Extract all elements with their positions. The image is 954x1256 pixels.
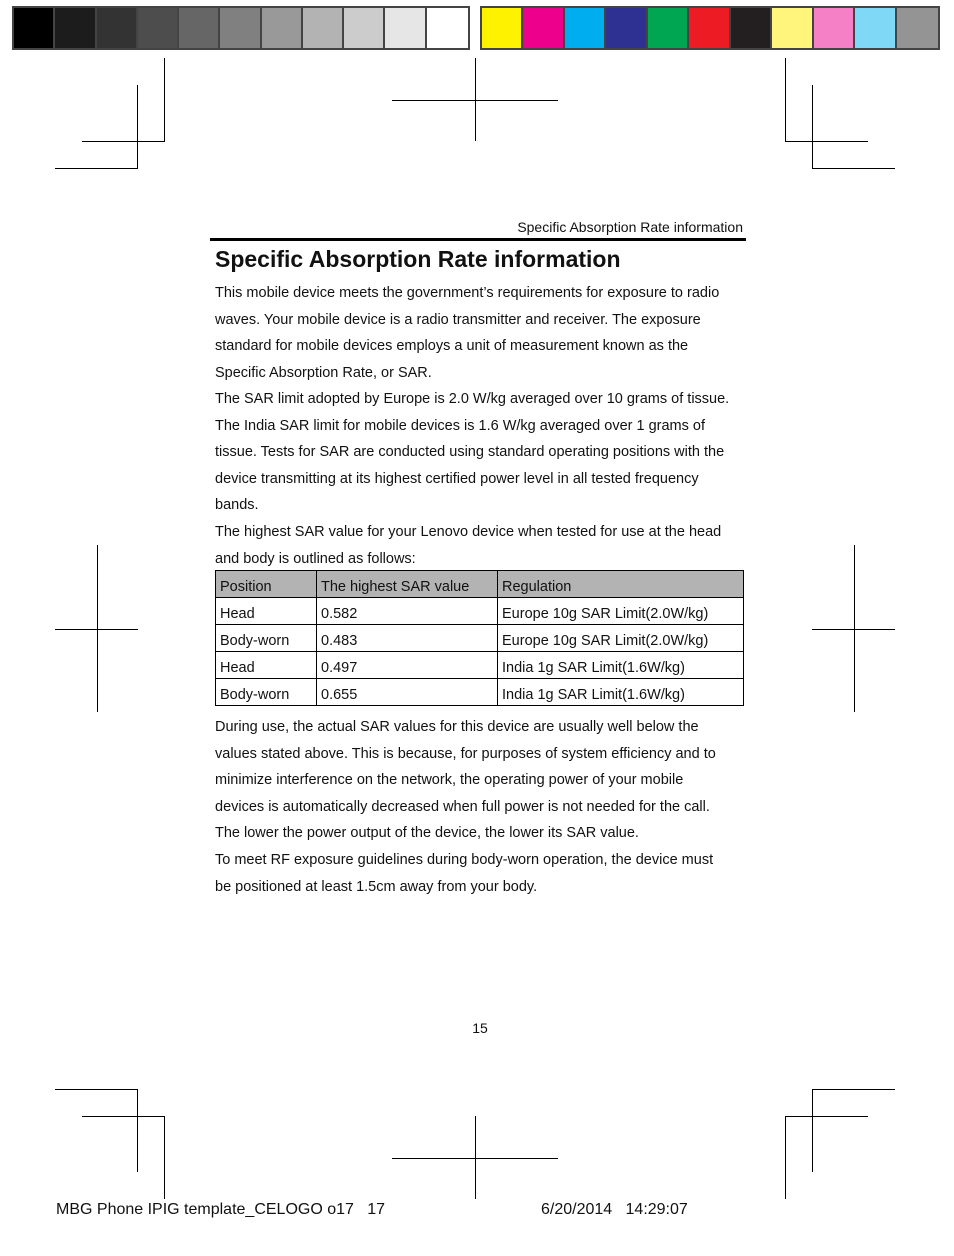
color-swatch [220, 8, 261, 48]
color-swatch [262, 8, 303, 48]
table-row [216, 652, 744, 679]
body-worn-paragraph [215, 847, 755, 900]
column-header-sar-value: The highest SAR value [317, 571, 498, 598]
table-cell: Europe 10g SAR Limit(2.0W/kg) [498, 598, 744, 625]
color-calibration-bar [480, 6, 940, 50]
color-swatch [55, 8, 96, 48]
text-line: The highest SAR value for your Lenovo device when tested for use at the head [215, 524, 722, 540]
color-swatch [814, 8, 855, 48]
text-line: The lower the power output of the device, the lower its SAR value. [215, 825, 639, 842]
text-line: and body is outlined as follows: [215, 550, 416, 567]
color-swatch [523, 8, 564, 48]
color-swatch [772, 8, 813, 48]
table-cell: 0.483 [317, 625, 498, 652]
print-slug-filename: MBG Phone IPIG template_CELOGO o17 17 [56, 1201, 386, 1218]
table-header-row [216, 571, 744, 598]
text-line: The India SAR limit for mobile devices is 1.6 W/kg averaged over 1 grams of [215, 417, 705, 434]
color-swatch [606, 8, 647, 48]
table-row [216, 598, 744, 625]
color-swatch [648, 8, 689, 48]
color-swatch [731, 8, 772, 48]
color-swatch [97, 8, 138, 48]
highest-sar-paragraph [215, 519, 755, 572]
text-line: tissue. Tests for SAR are conducted using standard operating positions with the [215, 444, 725, 461]
usage-paragraph [215, 714, 755, 847]
table-cell: India 1g SAR Limit(1.6W/kg) [498, 679, 744, 706]
table-cell: 0.655 [317, 679, 498, 706]
color-swatch [14, 8, 55, 48]
text-line: values stated above. This is because, for purposes of system efficiency and to [215, 745, 716, 762]
table-cell: 0.582 [317, 598, 498, 625]
text-line: bands. [215, 497, 259, 514]
table-cell: India 1g SAR Limit(1.6W/kg) [498, 652, 744, 679]
text-line: standard for mobile devices employs a unit of measurement known as the [215, 338, 689, 355]
color-swatch [179, 8, 220, 48]
table-cell: 0.497 [317, 652, 498, 679]
grayscale-calibration-bar [12, 6, 470, 50]
table-cell: Head [216, 598, 317, 625]
text-line: The SAR limit adopted by Europe is 2.0 W/kg averaged over 10 grams of tissue. [215, 391, 730, 407]
color-swatch [897, 8, 938, 48]
header-rule [210, 238, 746, 241]
sar-limit-paragraph [215, 386, 755, 519]
color-swatch [689, 8, 730, 48]
color-swatch [482, 8, 523, 48]
text-line: be positioned at least 1.5cm away from your body. [215, 878, 538, 895]
table-cell: Head [216, 652, 317, 679]
print-slug-date: 6/20/2014 14:29:07 [541, 1201, 688, 1218]
text-line: waves. Your mobile device is a radio transmitter and receiver. The exposure [215, 311, 701, 328]
table-cell: Body-worn [216, 679, 317, 706]
page-title: Specific Absorption Rate information [215, 246, 621, 272]
text-line: minimize interference on the network, the operating power of your mobile [215, 772, 684, 789]
column-header-regulation: Regulation [498, 571, 744, 598]
sar-values-table [215, 570, 744, 706]
table-row [216, 679, 744, 706]
color-swatch [427, 8, 468, 48]
table-cell: Europe 10g SAR Limit(2.0W/kg) [498, 625, 744, 652]
table-cell: Body-worn [216, 625, 317, 652]
page-number: 15 [472, 1020, 488, 1036]
text-line: Specific Absorption Rate, or SAR. [215, 364, 432, 381]
color-swatch [303, 8, 344, 48]
intro-paragraph [215, 280, 755, 386]
text-line: To meet RF exposure guidelines during body-worn operation, the device must [215, 852, 714, 868]
color-swatch [385, 8, 426, 48]
text-line: This mobile device meets the government’s requirements for exposure to radio [215, 285, 720, 301]
color-swatch [565, 8, 606, 48]
text-line: During use, the actual SAR values for this device are usually well below the [215, 719, 699, 735]
column-header-position: Position [216, 571, 317, 598]
color-swatch [855, 8, 896, 48]
text-line: device transmitting at its highest certified power level in all tested frequency [215, 470, 699, 487]
color-swatch [344, 8, 385, 48]
table-row [216, 625, 744, 652]
color-swatch [138, 8, 179, 48]
text-line: devices is automatically decreased when full power is not needed for the call. [215, 798, 710, 815]
running-header: Specific Absorption Rate information [517, 219, 743, 235]
